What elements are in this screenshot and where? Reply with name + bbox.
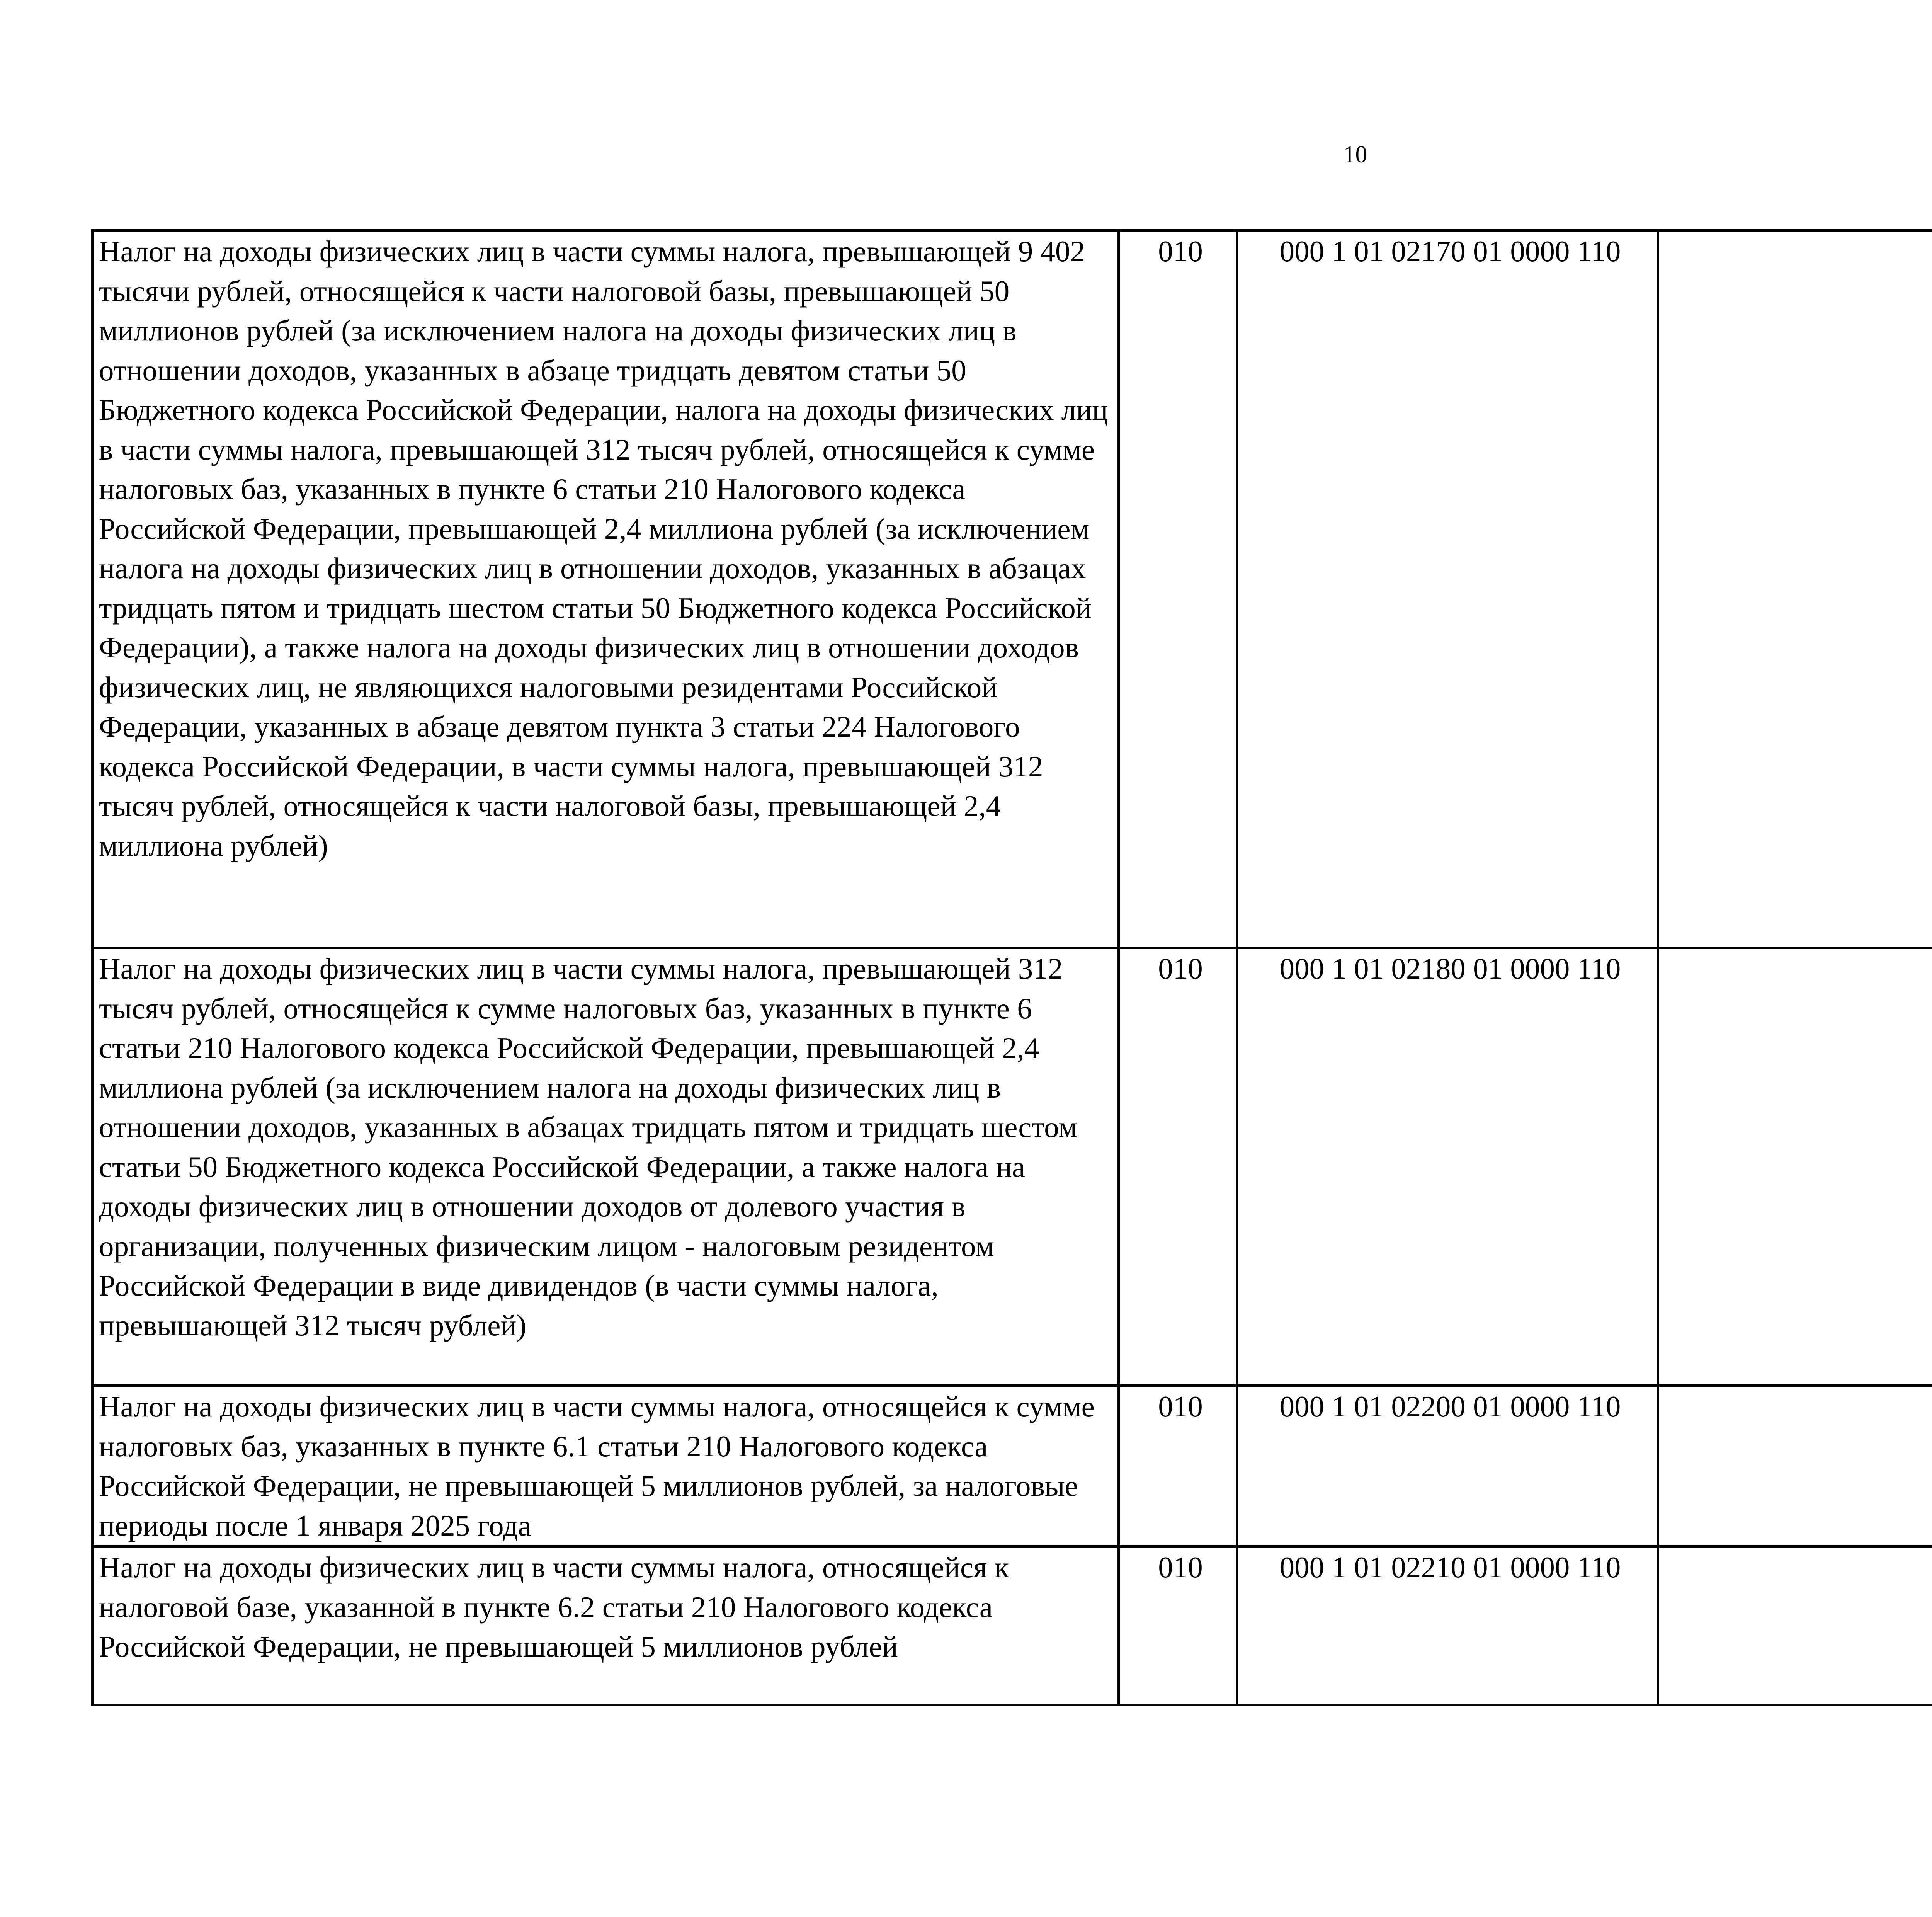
table-row [92,1386,1932,1546]
line-code-cell: 010 [1119,948,1237,1386]
table-row [92,948,1932,1386]
value-1-cell [1658,1386,1932,1546]
value-1-cell [1658,948,1932,1386]
row-name-cell: Налог на доходы физических лиц в части суммы налога, относящейся к налоговой базе, указанной в пункте 6.2 статьи 210 Налогового кодекса Российской Федерации, не превышающей 5 миллионов рублей [92,1546,1119,1705]
budget-code-cell: 000 1 01 02180 01 0000 110 [1237,948,1658,1386]
row-name-cell: Налог на доходы физических лиц в части суммы налога, превышающей 9 402 тысячи рублей, относящейся к части налоговой базы, превышающей 50 миллионов рублей (за исключением налога на доходы физических лиц в отношении доходов, указанных в абзаце тридцать девятом статьи 50 Бюджетного кодекса Российской Федерации, налога на доходы физических лиц в части суммы налога, превышающей 312 тысяч рублей, относящейся к сумме налоговых баз, указанных в пункте 6 статьи 210 Налогового кодекса Российской Федерации, превышающей 2,4 миллиона рублей (за исключением налога на доходы физических лиц в отношении доходов, указанных в абзацах тридцать пятом и тридцать шестом статьи 50 Бюджетного кодекса Российской Федерации), а также налога на доходы физических лиц в отношении доходов физических лиц, не являющихся налоговыми резидентами Российской Федерации, указанных в абзаце девятом пункта 3 статьи 224 Налогового кодекса Российской Федерации, в части суммы налога, превышающей 312 тысяч рублей, относящейся к части налоговой базы, превышающей 2,4 миллиона рублей) [92,230,1119,948]
line-code-cell: 010 [1119,1386,1237,1546]
line-code-cell: 010 [1119,1546,1237,1705]
line-code-cell: 010 [1119,230,1237,948]
page-number: 10 [1343,141,1367,168]
budget-code-cell: 000 1 01 02170 01 0000 110 [1237,230,1658,948]
value-1-cell [1658,230,1932,948]
budget-code-cell: 000 1 01 02210 01 0000 110 [1237,1546,1658,1705]
row-name-cell: Налог на доходы физических лиц в части суммы налога, превышающей 312 тысяч рублей, относящейся к сумме налоговых баз, указанных в пункте 6 статьи 210 Налогового кодекса Российской Федерации, превышающей 2,4 миллиона рублей (за исключением налога на доходы физических лиц в отношении доходов, указанных в абзацах тридцать пятом и тридцать шестом статьи 50 Бюджетного кодекса Российской Федерации, а также налога на доходы физических лиц в отношении доходов от долевого участия в организации, полученных физическим лицом - налоговым резидентом Российской Федерации в виде дивидендов (в части суммы налога, превышающей 312 тысяч рублей) [92,948,1119,1386]
table-row [92,1546,1932,1705]
budget-code-cell: 000 1 01 02200 01 0000 110 [1237,1386,1658,1546]
table-row [92,230,1932,948]
row-name-cell: Налог на доходы физических лиц в части суммы налога, относящейся к сумме налоговых баз, указанных в пункте 6.1 статьи 210 Налогового кодекса Российской Федерации, не превышающей 5 миллионов рублей, за налоговые периоды после 1 января 2025 года [92,1386,1119,1546]
income-report-table [91,229,1932,1706]
value-1-cell [1658,1546,1932,1705]
